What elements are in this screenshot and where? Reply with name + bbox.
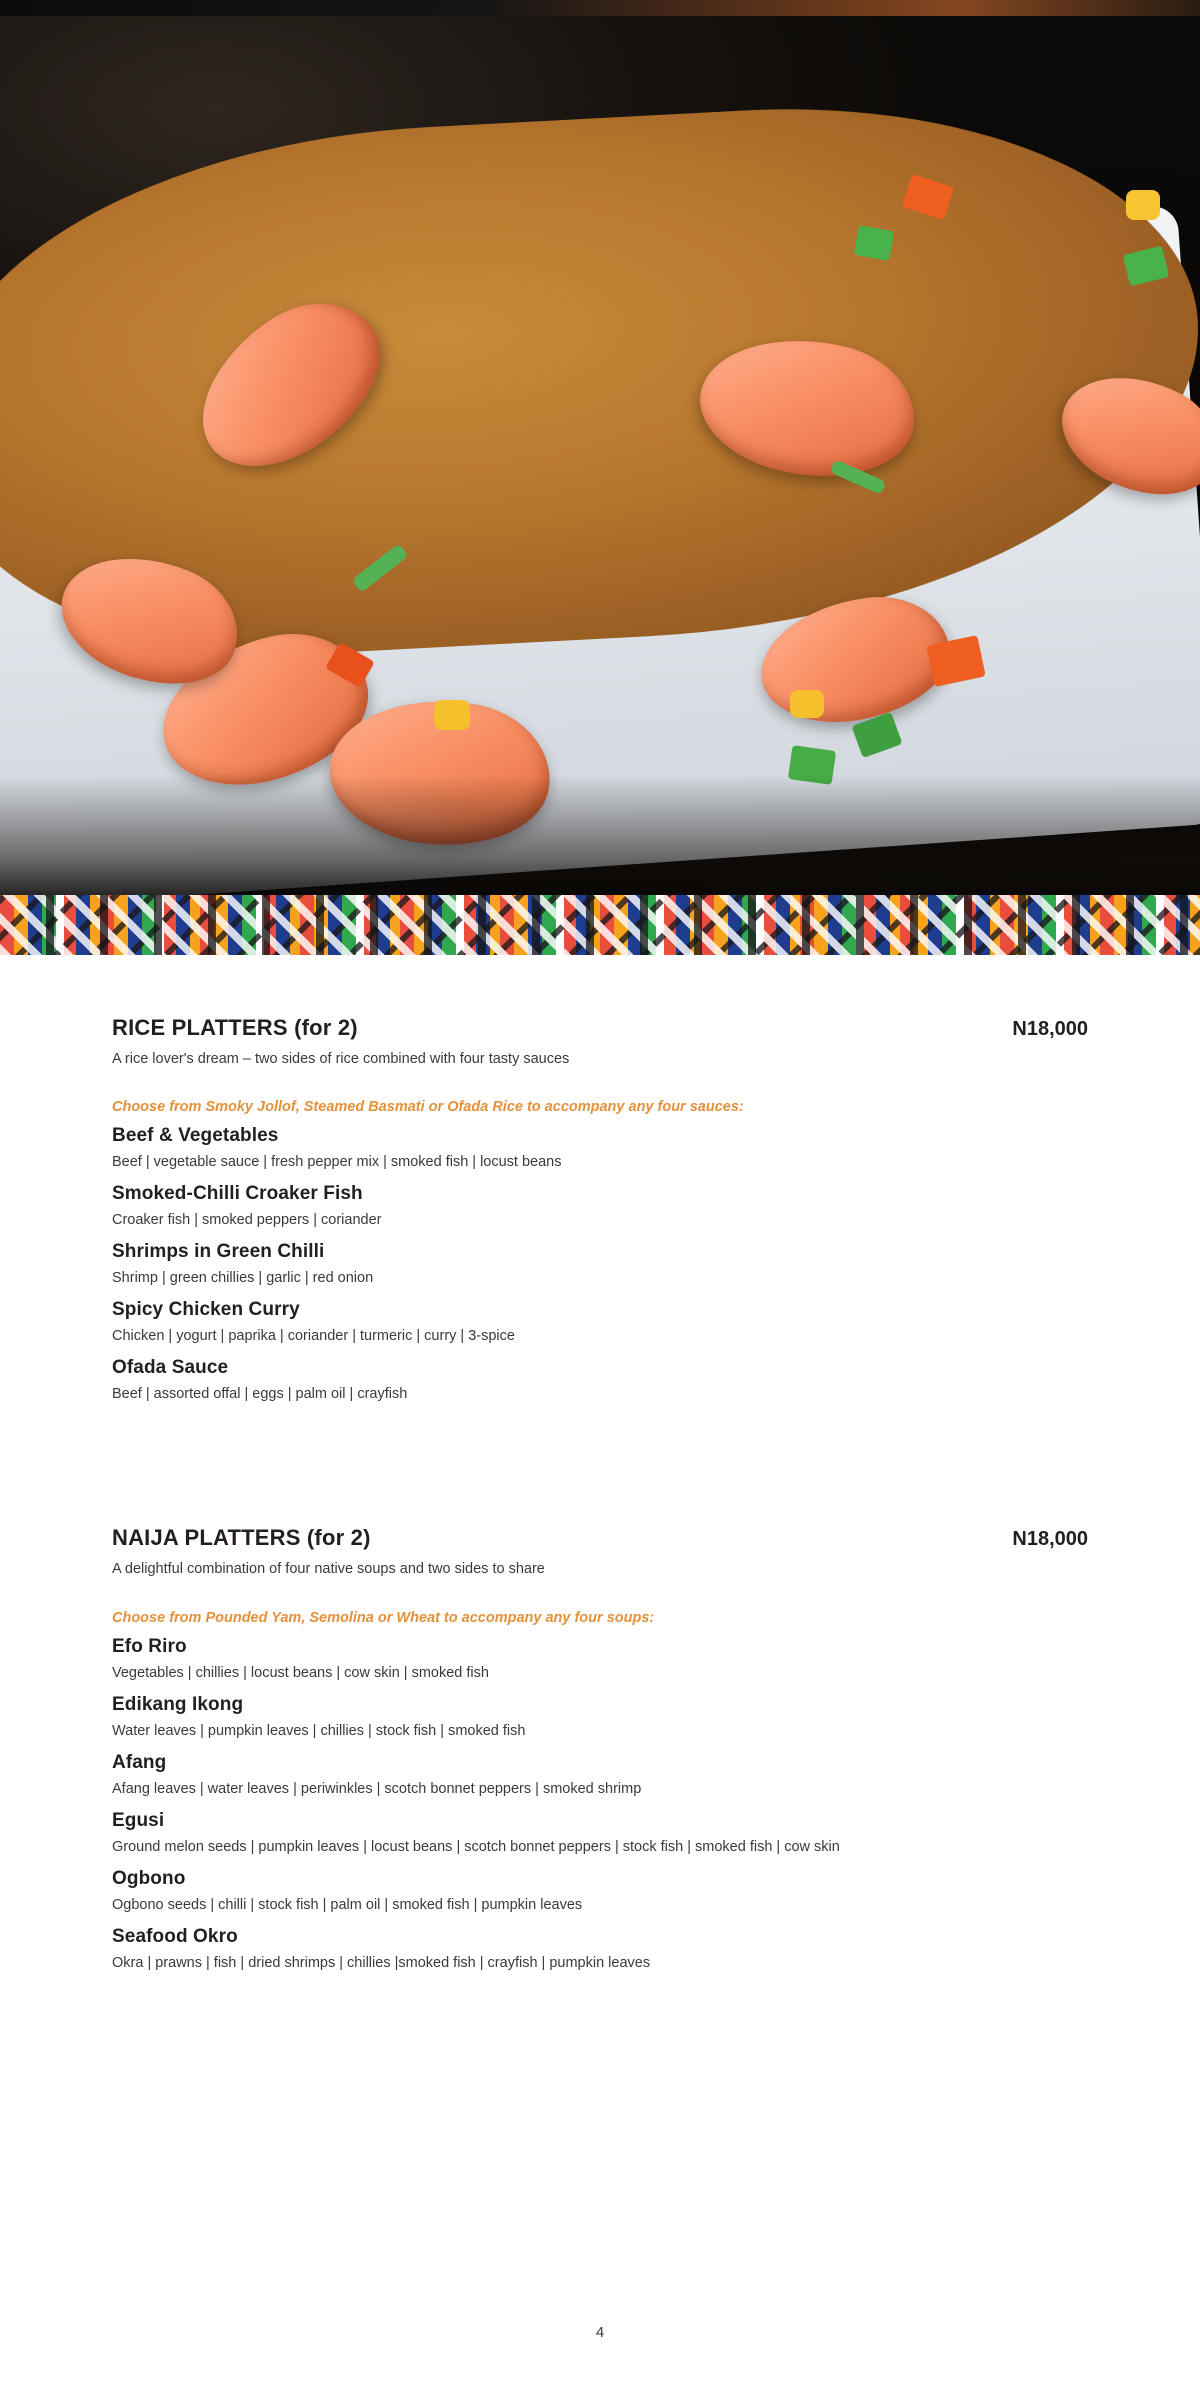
menu-section-rice-platters — [112, 1015, 1088, 1405]
menu-item — [112, 1183, 1088, 1231]
menu-item-description: Beef | assorted offal | eggs | palm oil | crayfish — [112, 1386, 408, 1403]
menu-item-description: Water leaves | pumpkin leaves | chillies | stock fish | smoked fish — [112, 1722, 526, 1739]
hero-bottom-vignette — [0, 775, 1200, 895]
ankara-pattern-divider — [0, 895, 1200, 955]
vegetable-corn-3 — [790, 690, 824, 718]
menu-item-name: Shrimps in Green Chilli — [112, 1241, 325, 1263]
menu-item — [112, 1868, 1088, 1916]
menu-item-name: Seafood Okro — [112, 1925, 238, 1947]
menu-item-description: Chicken | yogurt | paprika | coriander | turmeric | curry | 3-spice — [112, 1328, 515, 1345]
menu-item-description: Ground melon seeds | pumpkin leaves | locust beans | scotch bonnet peppers | stock fish | smoked fish | cow skin — [112, 1838, 840, 1855]
menu-item-description: Afang leaves | water leaves | periwinkles | scotch bonnet peppers | smoked shrimp — [112, 1780, 642, 1797]
vegetable-corn-2 — [434, 700, 470, 730]
menu-item-description: Shrimp | green chillies | garlic | red onion — [112, 1270, 374, 1287]
menu-item-description: Ogbono seeds | chilli | stock fish | palm oil | smoked fish | pumpkin leaves — [112, 1896, 583, 1913]
page-number: 4 — [595, 2324, 605, 2341]
section-choose-note: Choose from Smoky Jollof, Steamed Basmati or Ofada Rice to accompany any four sauces: — [112, 1099, 744, 1116]
menu-item-name: Edikang Ikong — [112, 1693, 244, 1715]
section-price: N18,000 — [1012, 1528, 1088, 1551]
menu-item — [112, 1636, 1088, 1684]
menu-item — [112, 1241, 1088, 1289]
menu-item-name: Afang — [112, 1751, 167, 1773]
menu-item-name: Ogbono — [112, 1867, 186, 1889]
menu-content — [0, 955, 1200, 1974]
menu-item-description: Vegetables | chillies | locust beans | cow skin | smoked fish — [112, 1664, 489, 1681]
menu-item-name: Efo Riro — [112, 1635, 187, 1657]
section-subtitle: A rice lover's dream – two sides of rice combined with four tasty sauces — [112, 1051, 570, 1067]
menu-item — [112, 1125, 1088, 1173]
section-price: N18,000 — [1012, 1018, 1088, 1040]
menu-item-name: Egusi — [112, 1809, 165, 1831]
menu-item-description: Okra | prawns | fish | dried shrimps | chillies |smoked fish | crayfish | pumpkin leaves — [112, 1954, 651, 1971]
menu-item — [112, 1357, 1088, 1405]
menu-item-description: Croaker fish | smoked peppers | coriander — [112, 1212, 382, 1229]
section-spacer — [112, 1461, 1088, 1525]
menu-section-naija-platters — [112, 1525, 1088, 1973]
menu-item-name: Spicy Chicken Curry — [112, 1299, 300, 1321]
section-choose-note: Choose from Pounded Yam, Semolina or Wheat to accompany any four soups: — [112, 1609, 655, 1626]
hero-top-band — [0, 0, 1200, 16]
section-title: RICE PLATTERS (for 2) — [112, 1015, 358, 1040]
menu-item — [112, 1752, 1088, 1800]
vegetable-corn-1 — [1126, 190, 1160, 220]
menu-item-name: Beef & Vegetables — [112, 1125, 279, 1147]
menu-item — [112, 1810, 1088, 1858]
menu-item — [112, 1299, 1088, 1347]
menu-item-name: Ofada Sauce — [112, 1357, 229, 1379]
menu-item — [112, 1694, 1088, 1742]
menu-item-description: Beef | vegetable sauce | fresh pepper mix | smoked fish | locust beans — [112, 1154, 562, 1171]
hero-food-photo — [0, 0, 1200, 895]
vegetable-pea-1 — [854, 225, 895, 261]
section-header — [112, 1525, 1088, 1551]
section-header — [112, 1015, 1088, 1041]
menu-item-name: Smoked-Chilli Croaker Fish — [112, 1183, 363, 1205]
section-title: NAIJA PLATTERS (for 2) — [112, 1525, 371, 1551]
section-subtitle: A delightful combination of four native soups and two sides to share — [112, 1561, 545, 1578]
menu-item — [112, 1926, 1088, 1974]
